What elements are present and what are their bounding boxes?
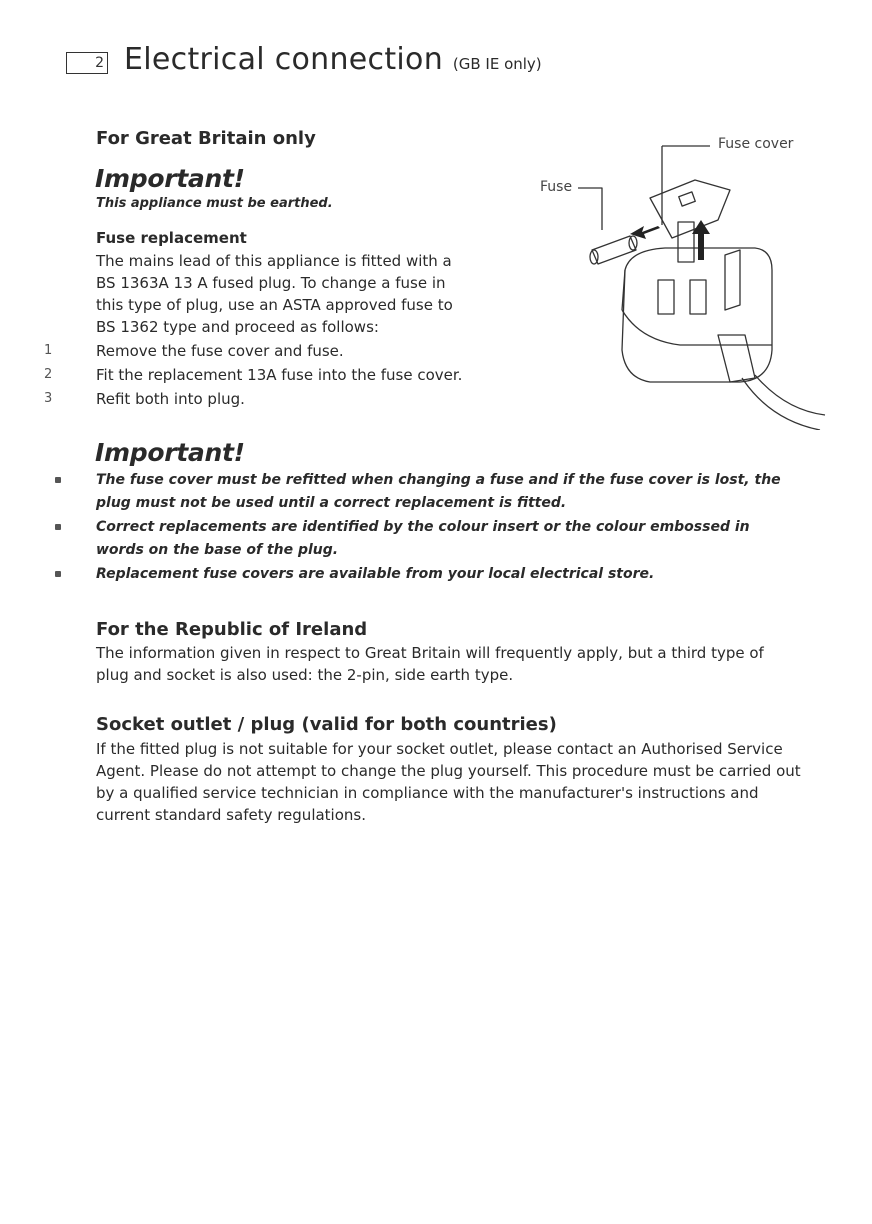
fuse-steps — [38, 339, 462, 411]
bullet-text: Correct replacements are identified by the colour insert or the colour embossed in words on the base of the plug. — [96, 519, 750, 558]
socket-heading: Socket outlet / plug (valid for both countries) — [96, 714, 557, 735]
step-item — [38, 387, 462, 411]
step-number: 2 — [44, 367, 53, 382]
fuse-line: this type of plug, use an ASTA approved fuse to — [96, 296, 453, 314]
up-arrow — [692, 220, 710, 260]
bullet-text: Replacement fuse covers are available from your local electrical store. — [96, 566, 655, 582]
fuse-replacement-heading: Fuse replacement — [96, 229, 247, 247]
plug-body — [622, 248, 772, 382]
fuse-label: Fuse — [540, 179, 573, 195]
important-heading-2: Important! — [95, 438, 245, 467]
ireland-text: The information given in respect to Great Britain will frequently apply, but a third type of plug and socket is also used: the 2-pin, side earth type. — [96, 644, 764, 684]
fuse-replacement-text — [96, 250, 476, 338]
page-title-main: Electrical connection — [124, 42, 444, 77]
important-bullets — [52, 469, 782, 587]
section-number-box — [66, 52, 108, 74]
step-text: Remove the fuse cover and fuse. — [96, 342, 344, 360]
step-text: Refit both into plug. — [96, 390, 245, 408]
step-number: 1 — [44, 343, 53, 358]
fuse-line: BS 1362 type and proceed as follows: — [96, 318, 379, 336]
bullet-text: The fuse cover must be refitted when changing a fuse and if the fuse cover is lost, the plug must not be used until a correct replacement is fitted. — [96, 472, 781, 511]
socket-text: If the fitted plug is not suitable for your socket outlet, please contact an Authorised Service Agent. Please do not attempt to change the plug yourself. This procedure must be carried out by a qualified service technician in compliance with the manufacturer's instructions and current standard safety regulations. — [96, 740, 801, 824]
bullet-marker — [55, 571, 61, 577]
fuse-line: The mains lead of this appliance is fitted with a — [96, 252, 452, 270]
bullet-item — [52, 563, 782, 586]
fuse-cover-label: Fuse cover — [718, 136, 794, 152]
ireland-heading: For the Republic of Ireland — [96, 619, 368, 640]
step-item — [38, 363, 462, 387]
fuse-line: BS 1363A 13 A fused plug. To change a fuse in — [96, 274, 446, 292]
bullet-item — [52, 516, 782, 562]
page-title — [124, 42, 542, 77]
important-heading-1: Important! — [95, 164, 245, 193]
bullet-marker — [55, 524, 61, 530]
earthed-warning: This appliance must be earthed. — [96, 196, 333, 211]
step-number: 3 — [44, 391, 53, 406]
bullet-marker — [55, 477, 61, 483]
page-title-suffix: (GB IE only) — [452, 55, 542, 73]
fuse-leader — [578, 188, 602, 230]
plug-illustration — [530, 130, 830, 430]
section-number: 2 — [95, 55, 104, 71]
step-item — [38, 339, 462, 363]
step-text: Fit the replacement 13A fuse into the fuse cover. — [96, 366, 463, 384]
plug-fuse-diagram — [530, 130, 830, 430]
bullet-item — [52, 469, 782, 515]
gb-heading: For Great Britain only — [96, 128, 316, 149]
